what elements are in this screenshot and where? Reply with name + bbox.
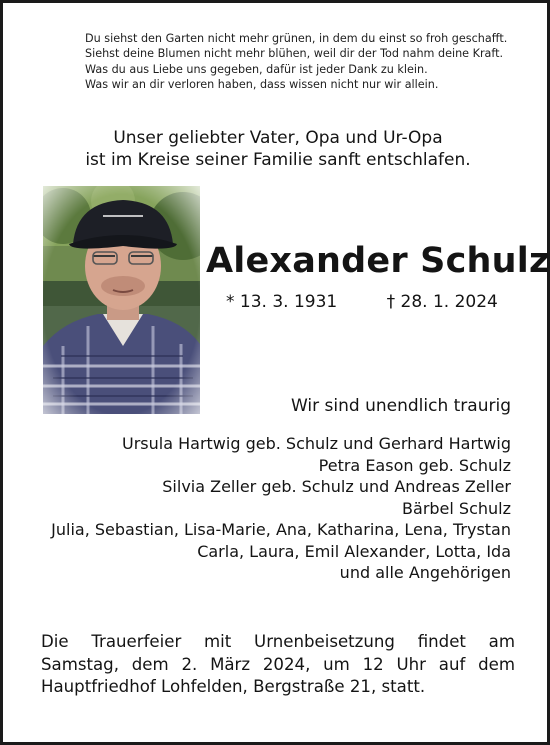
family-line: Silvia Zeller geb. Schulz und Andreas Zeller [162, 477, 511, 496]
service-info [41, 631, 515, 699]
family-list [21, 433, 511, 584]
family-line: Ursula Hartwig geb. Schulz und Gerhard Hartwig [122, 434, 511, 453]
service-line: Die Trauerfeier mit Urnenbeisetzung findet am [41, 632, 515, 651]
birth-date: * 13. 3. 1931 [226, 292, 338, 312]
intro-text [3, 127, 550, 171]
poem-line: Was du aus Liebe uns gegeben, dafür ist jeder Dank zu klein. [85, 62, 428, 76]
poem-line: Du siehst den Garten nicht mehr grünen, in dem du einst so froh geschafft. [85, 32, 508, 45]
family-line: Bärbel Schulz [402, 498, 511, 518]
service-line: Samstag, dem 2. März 2024, um 12 Uhr auf dem [41, 654, 515, 674]
poem-line: Siehst deine Blumen nicht mehr blühen, weil dir der Tod nahm deine Kraft. [85, 47, 504, 61]
family-line: und alle Angehörigen [339, 563, 511, 582]
service-line: Hauptfriedhof Lohfelden, Bergstraße 21, statt. [41, 677, 426, 696]
portrait-image [43, 186, 200, 414]
intro-line: Unser geliebter Vater, Opa und Ur-Opa [113, 128, 443, 148]
intro-line: ist im Kreise seiner Familie sanft entschlafen. [85, 150, 471, 170]
family-line: Petra Eason geb. Schulz [318, 455, 511, 475]
death-date: † 28. 1. 2024 [386, 292, 498, 312]
portrait-photo [43, 186, 200, 414]
poem-line: Was wir an dir verloren haben, dass wissen nicht nur wir allein. [85, 78, 439, 92]
deceased-name: Alexander Schulz [206, 241, 550, 281]
family-line: Carla, Laura, Emil Alexander, Lotta, Ida [197, 541, 511, 561]
life-dates [226, 292, 498, 312]
poem [85, 31, 525, 93]
mourning-line: Wir sind unendlich traurig [291, 396, 511, 416]
family-line: Julia, Sebastian, Lisa-Marie, Ana, Katharina, Lena, Trystan [51, 520, 511, 539]
